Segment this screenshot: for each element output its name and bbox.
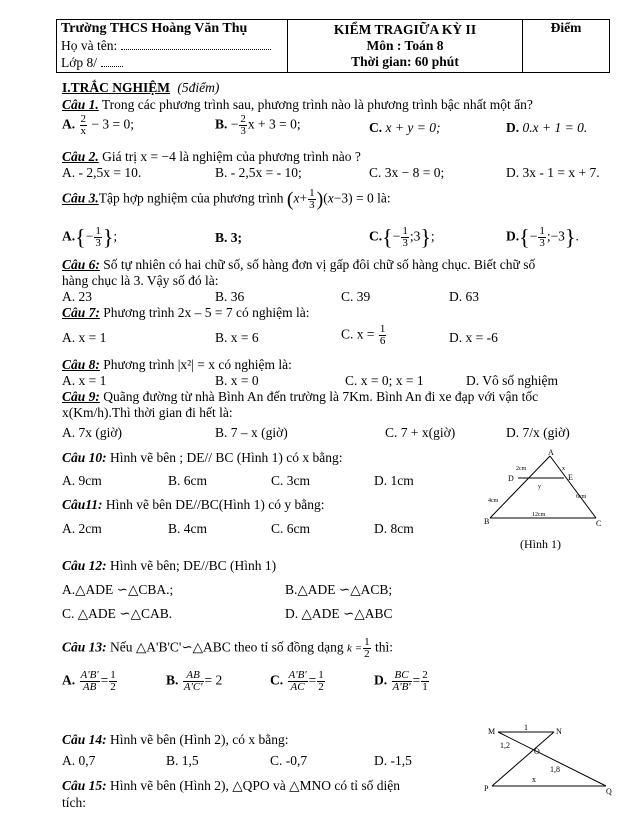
q2-option-a[interactable]: A. - 2,5x = 10.: [62, 165, 142, 180]
q11-option-d[interactable]: D. 8cm: [374, 521, 414, 536]
q2-option-c[interactable]: C. 3x − 8 = 0;: [369, 165, 445, 180]
question-14: [62, 732, 288, 748]
q15-text-line2: tích:: [62, 795, 86, 810]
fig1-point-b: B: [484, 517, 490, 526]
q10-option-d[interactable]: D. 1cm: [374, 473, 414, 488]
class-label: Lớp 8/: [61, 55, 98, 70]
question-2: [62, 149, 361, 165]
q3-option-a[interactable]: A.{− $\frac{1}{3}$ };: [62, 224, 118, 250]
name-label: Họ và tên:: [61, 38, 118, 53]
score-cell[interactable]: [523, 20, 610, 73]
q13-option-b[interactable]: B. $\frac{AB}{A'C'}$ = 2: [166, 669, 223, 693]
section-points: (5điểm): [177, 80, 220, 95]
q8-option-a[interactable]: A. x = 1: [62, 373, 107, 388]
class-blank[interactable]: [101, 56, 123, 67]
q15-text: Hình vẽ bên (Hình 2), △QPO và △MNO có tỉ số diện: [106, 778, 400, 793]
q14-option-d[interactable]: D. -1,5: [374, 753, 412, 768]
q7-option-b[interactable]: B. x = 6: [215, 330, 259, 345]
q13-option-d[interactable]: D. $\frac{BC}{A'B'}$ = $\frac{2}{1}$: [374, 669, 428, 693]
q8-text: Phương trình |x²| = x có nghiệm là:: [99, 357, 292, 372]
q7-option-c[interactable]: C. x = $\frac{1}{6}$: [341, 323, 386, 347]
q6-text: Số tự nhiên có hai chữ số, số hàng đơn vị gấp đôi chữ số hàng chục. Biết chữ số: [99, 257, 536, 272]
fig1-point-d: D: [508, 474, 514, 483]
q1-option-d[interactable]: D. 0.x + 1 = 0.: [506, 120, 588, 135]
fig1-label-de: y: [538, 484, 541, 490]
q3-label: Câu 3.: [62, 190, 99, 206]
q9-option-a[interactable]: A. 7x (giờ): [62, 425, 123, 440]
q8-option-b[interactable]: B. x = 0: [215, 373, 259, 388]
q12-option-c[interactable]: C. △ADE ∽△CAB.: [62, 606, 173, 621]
exam-subject: Môn : Toán 8: [366, 38, 444, 53]
q9-text-line2: x(Km/h).Thì thời gian đi hết là:: [62, 405, 233, 420]
fig2-point-q: Q: [606, 787, 612, 796]
q3-option-c[interactable]: C.{− $\frac{1}{3}$ ;3};: [369, 224, 435, 250]
fig2-point-n: N: [556, 727, 562, 736]
q2-option-d[interactable]: D. 3x - 1 = x + 7.: [506, 165, 600, 180]
q10-label: Câu 10:: [62, 450, 107, 465]
q10-option-b[interactable]: B. 6cm: [168, 473, 207, 488]
q10-option-a[interactable]: A. 9cm: [62, 473, 102, 488]
q11-option-b[interactable]: B. 4cm: [168, 521, 207, 536]
fig1-side-ac: [550, 456, 596, 518]
q6-option-a[interactable]: A. 23: [62, 289, 92, 304]
q7-option-a[interactable]: A. x = 1: [62, 330, 107, 345]
q14-option-b[interactable]: B. 1,5: [166, 753, 199, 768]
question-13: Câu 13: Nếu △A'B'C'∽△ABC theo tỉ số đồng dạng k = $\frac{1}{2}$ thì:: [62, 636, 393, 660]
fig1-label-bc: 12cm: [532, 512, 546, 518]
fig1-label-ae: x: [562, 466, 565, 472]
q12-option-b[interactable]: B.△ADE ∽△ACB;: [285, 582, 393, 597]
q1-label: Câu 1.: [62, 97, 99, 112]
question-9: [62, 389, 538, 405]
fig2-point-p: P: [484, 784, 489, 793]
fig2-label-oq: 1,8: [550, 765, 560, 774]
figure-2: [484, 724, 614, 796]
q1-text: Trong các phương trình sau, phương trình nào là phương trình bậc nhất một ẩn?: [98, 97, 533, 112]
q7-text: Phương trình 2x – 5 = 7 có nghiệm là:: [99, 305, 310, 320]
q9-option-b[interactable]: B. 7 – x (giờ): [215, 425, 288, 440]
q3-text: Tập hợp nghiệm của phương trình: [98, 190, 284, 206]
q7-label: Câu 7:: [62, 305, 100, 320]
school-name: Trường THCS Hoàng Văn Thụ: [61, 21, 248, 36]
fig2-label-mn: 1: [524, 724, 528, 732]
fig2-point-o: O: [534, 747, 540, 756]
question-15: [62, 778, 400, 794]
fig1-point-e: E: [568, 473, 573, 482]
fig1-caption: (Hình 1): [520, 537, 561, 551]
q12-option-d[interactable]: D. △ADE ∽△ABC: [285, 606, 393, 621]
question-10: [62, 450, 342, 466]
name-blank[interactable]: [121, 39, 271, 50]
q12-label: Câu 12:: [62, 558, 107, 573]
q6-option-d[interactable]: D. 63: [449, 289, 479, 304]
q6-label: Câu 6:: [62, 257, 100, 272]
q13-label: Câu 13:: [62, 639, 107, 655]
q2-option-b[interactable]: B. - 2,5x = - 10;: [215, 165, 302, 180]
q9-option-c[interactable]: C. 7 + x(giờ): [385, 425, 456, 440]
fig1-label-ec: 6cm: [576, 494, 587, 500]
q11-label: Câu11:: [62, 497, 103, 512]
question-11: [62, 497, 324, 513]
fig1-point-c: C: [596, 519, 602, 528]
q3-tail: là:: [373, 190, 391, 206]
q12-option-a[interactable]: A.△ADE ∽△CBA.;: [62, 582, 174, 597]
question-12: [62, 558, 276, 574]
q14-option-a[interactable]: A. 0,7: [62, 753, 96, 768]
figure-1: [480, 448, 610, 552]
question-3: Câu 3.Tập hợp nghiệm của phương trình (x+ $\frac{1}{3}$ )(x−3) = 0 là:: [62, 187, 391, 211]
q3-option-b[interactable]: B. 3;: [215, 230, 242, 245]
q8-label: Câu 8:: [62, 357, 100, 372]
q1-option-b[interactable]: B. − $\frac{2}{3}$ x + 3 = 0;: [215, 113, 301, 137]
q9-text: Quãng đường từ nhà Bình An đến trường là 7Km. Bình An đi xe đạp với vận tốc: [99, 389, 539, 404]
q10-option-c[interactable]: C. 3cm: [271, 473, 310, 488]
q7-option-d[interactable]: D. x = -6: [449, 330, 498, 345]
q13-option-a[interactable]: A. $\frac{A'B'}{AB}$ = $\frac{1}{2}$: [62, 669, 116, 693]
fig2-label-mo: 1,2: [500, 741, 510, 750]
header-table: [56, 19, 610, 73]
fig2-point-m: M: [488, 727, 496, 736]
fig2-segment-mq: [498, 732, 606, 786]
q13-text: Nếu △A'B'C'∽△ABC theo tỉ số đồng dạng: [106, 639, 344, 655]
q12-text: Hình vẽ bên; DE//BC (Hình 1): [106, 558, 277, 573]
q6-option-c[interactable]: C. 39: [341, 289, 371, 304]
exam-title: KIỂM TRAGIỮA KỲ II: [333, 22, 477, 37]
question-1: [62, 97, 533, 113]
exam-time: Thời gian: 60 phút: [351, 54, 459, 69]
score-label: Điểm: [550, 20, 582, 35]
question-8: [62, 357, 292, 373]
q11-text: Hình vẽ bên DE//BC(Hình 1) có y bằng:: [102, 497, 325, 512]
q8-option-c[interactable]: C. x = 0; x = 1: [345, 373, 424, 388]
fig1-label-db: 4cm: [488, 498, 499, 504]
exam-info-cell: [288, 20, 523, 73]
fig2-label-op: x: [532, 775, 536, 784]
q6-option-b[interactable]: B. 36: [215, 289, 245, 304]
section-heading: [62, 80, 219, 96]
q11-option-a[interactable]: A. 2cm: [62, 521, 102, 536]
q15-label: Câu 15:: [62, 778, 107, 793]
q14-label: Câu 14:: [62, 732, 107, 747]
q14-option-c[interactable]: C. -0,7: [270, 753, 308, 768]
q2-label: Câu 2.: [62, 149, 99, 164]
q8-option-d[interactable]: D. Vô số nghiệm: [466, 373, 559, 388]
q6-text-line2: hàng chục là 3. Vậy số đó là:: [62, 273, 219, 288]
q11-option-c[interactable]: C. 6cm: [271, 521, 310, 536]
q13-option-c[interactable]: C. $\frac{A'B'}{AC}$ = $\frac{1}{2}$: [270, 669, 324, 693]
q14-text: Hình vẽ bên (Hình 2), có x bằng:: [106, 732, 289, 747]
q2-text: Giá trị x = −4 là nghiệm của phương trình nào ?: [98, 149, 361, 164]
fig1-label-ad: 2cm: [516, 466, 527, 472]
q1-option-a[interactable]: A. $\frac{2}{x}$ − 3 = 0;: [62, 113, 134, 137]
q3-option-d[interactable]: D.{− $\frac{1}{3}$ ;−3}.: [506, 224, 579, 250]
fig1-point-a: A: [548, 448, 554, 457]
student-info-cell: [57, 20, 288, 73]
q13-k: k =: [347, 642, 363, 655]
q10-text: Hình vẽ bên ; DE// BC (Hình 1) có x bằng:: [106, 450, 343, 465]
question-6: [62, 257, 535, 273]
section-title: I.TRẮC NGHIỆM: [62, 80, 171, 95]
question-7: [62, 305, 309, 321]
q9-option-d[interactable]: D. 7/x (giờ): [506, 425, 570, 440]
q1-option-c[interactable]: C. x + y = 0;: [369, 120, 441, 135]
q9-label: Câu 9:: [62, 389, 100, 404]
